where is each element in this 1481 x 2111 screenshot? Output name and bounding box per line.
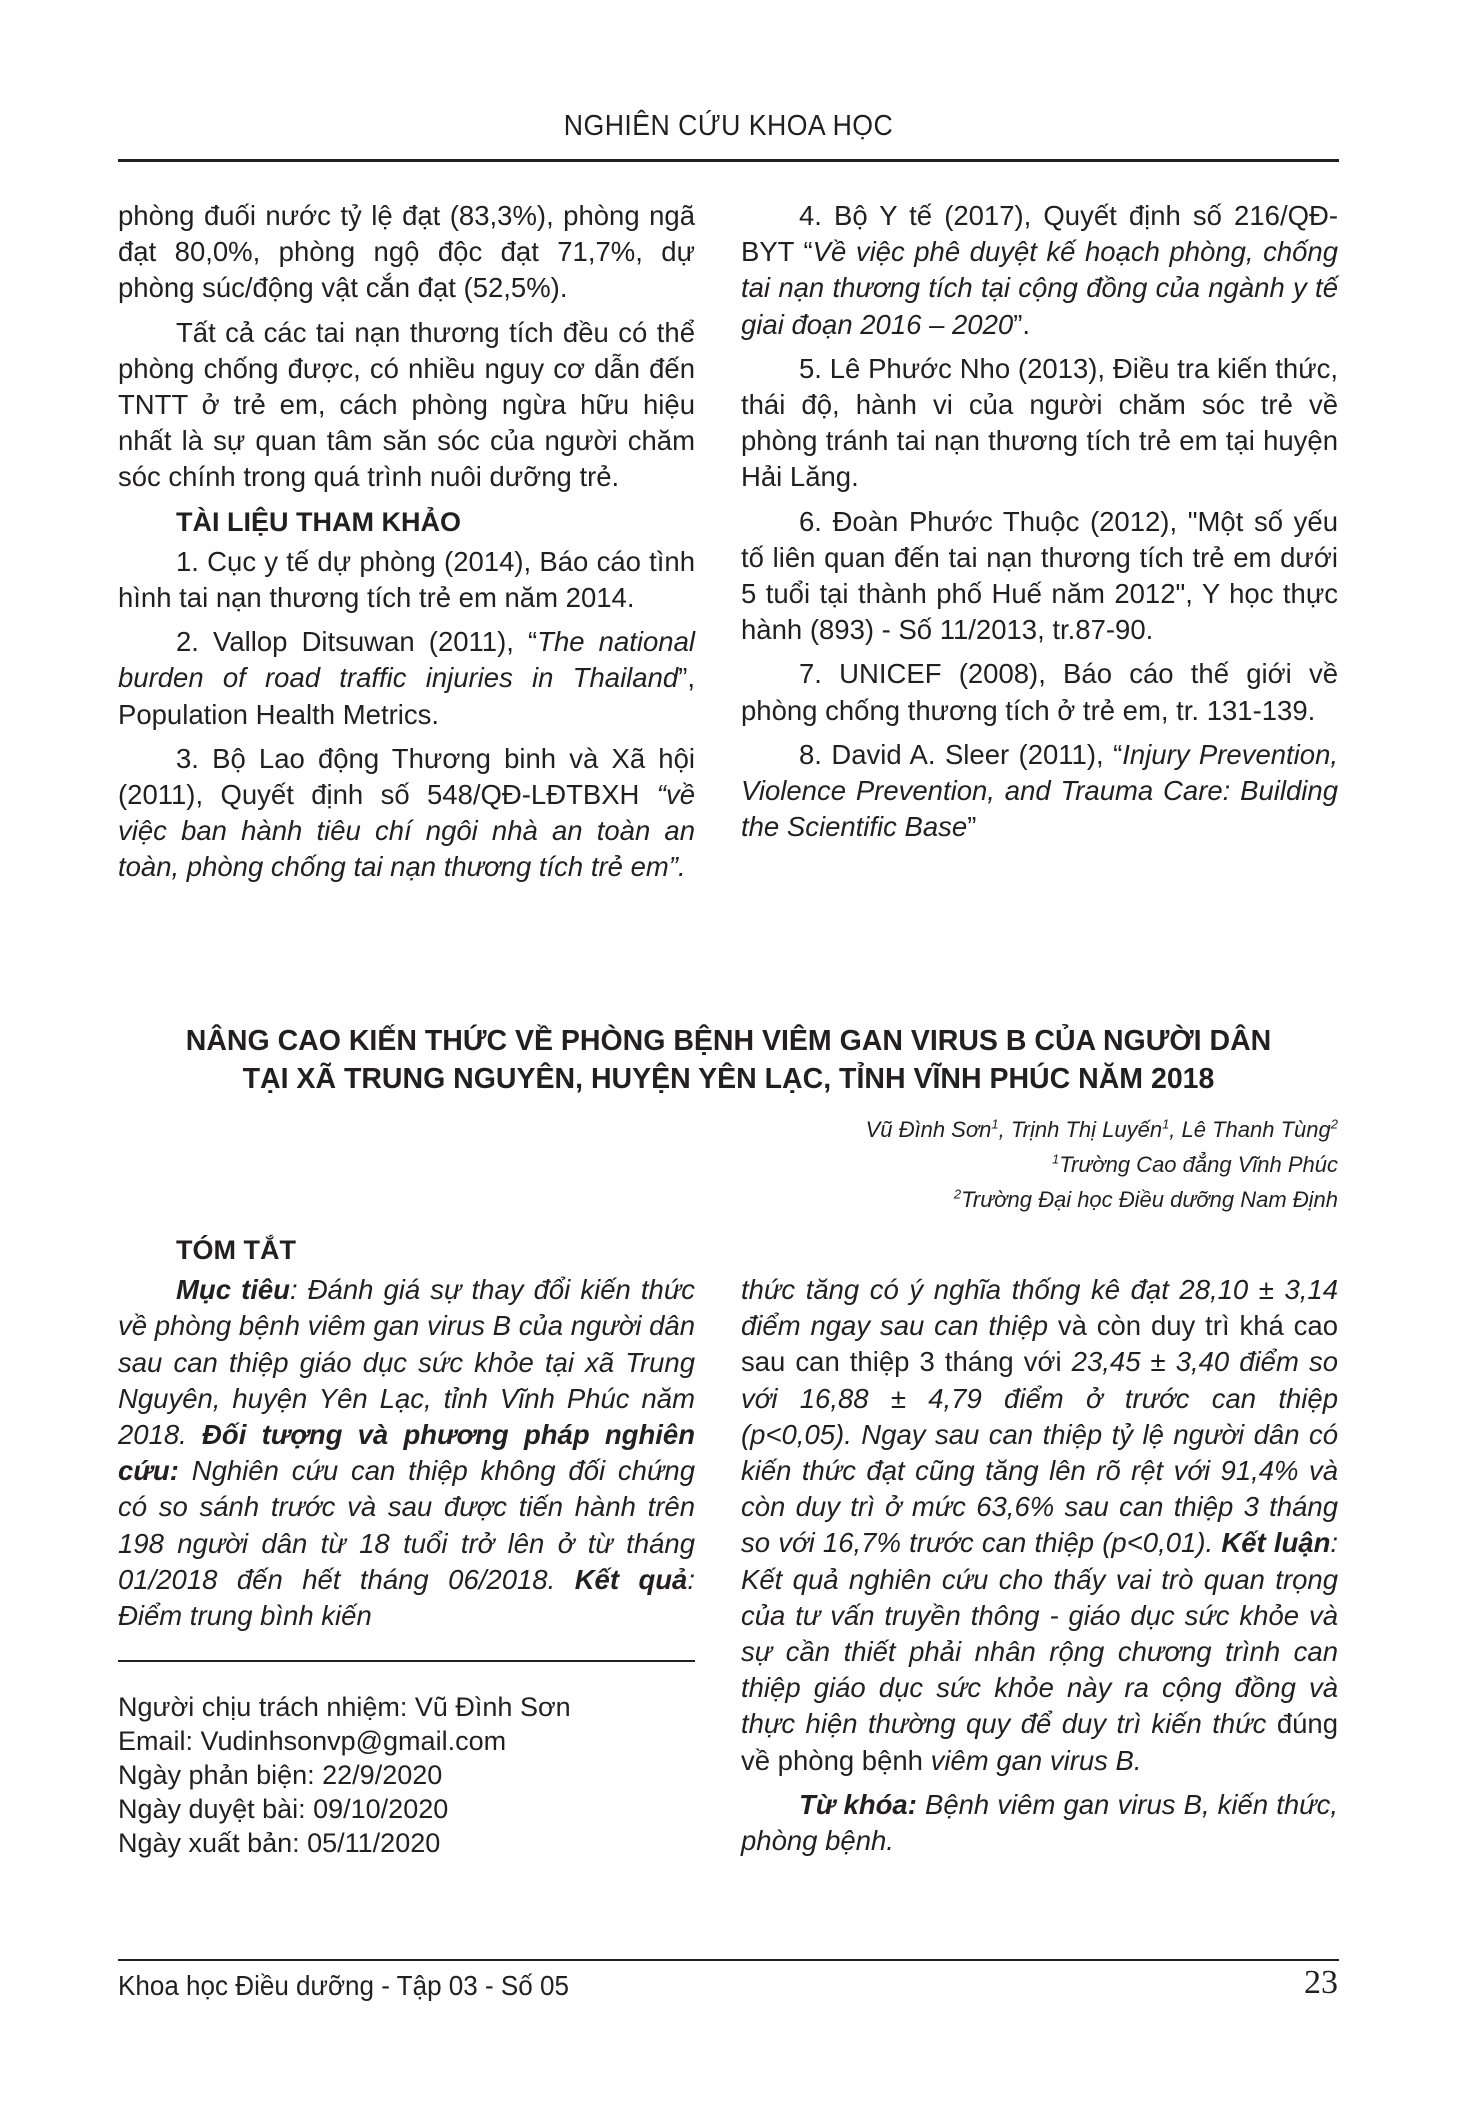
journal-name: Khoa học Điều dưỡng - Tập 03 - Số 05 [118, 1970, 569, 2001]
author-name: Trịnh Thị Luyến [1010, 1117, 1163, 1142]
page-number: 23 [1304, 1964, 1338, 2001]
affiliation-1: $^1$Trường Cao đẳng Vĩnh Phúc [1051, 1151, 1338, 1177]
prev-article-right-column [741, 198, 1338, 845]
keywords: Từ khóa: Bệnh viêm gan virus B, kiến thức, phòng bệnh. [741, 1788, 1338, 1857]
responsible-author: Người chịu trách nhiệm: Vũ Đình Sơn [118, 1692, 571, 1722]
prev-article-left-column [118, 198, 695, 886]
methods-label: Đối tượng và phương pháp nghiên cứu: [118, 1419, 695, 1487]
results-label: Kết quả [574, 1563, 688, 1595]
reference-item-7: 7. UNICEF (2008), Báo cáo thế giới về phòng chống thương tích ở trẻ em, tr. 131-139. [741, 658, 1338, 726]
references-heading: TÀI LIỆU THAM KHẢO [176, 506, 461, 537]
review-date: Ngày phản biện: 22/9/2020 [118, 1760, 443, 1790]
running-header: NGHIÊN CỨU KHOA HỌC [563, 110, 894, 142]
affiliation-2: $^2$Trường Đại học Điều dưỡng Nam Định [953, 1186, 1338, 1212]
abstract-right-column [741, 1272, 1338, 1859]
article-title-line-2: TẠI XÃ TRUNG NGUYÊN, HUYỆN YÊN LẠC, TỈNH VĨNH PHÚC NĂM 2018 [242, 1063, 1215, 1095]
correspondence-rule [118, 1660, 695, 1662]
correspondence-info [118, 1690, 718, 1860]
abstract-heading: TÓM TẮT [176, 1235, 296, 1265]
footer-rule [118, 1959, 1339, 1961]
header-rule [118, 159, 1339, 162]
email: Email: Vudinhsonvp@gmail.com [118, 1726, 507, 1756]
reference-item-6: 6. Đoàn Phước Thuộc (2012), "Một số yếu tố liên quan đến tai nạn thương tích trẻ em dưới 5 tuổi tại thành phố Huế năm 2012", Y học thực hành (893) - Số 11/2013, tr.87-90. [741, 505, 1338, 646]
article-title [118, 1022, 1339, 1098]
paragraph-conclusion: Tất cả các tai nạn thương tích đều có thể phòng chống được, có nhiều nguy cơ dẫn đến TNTT ở trẻ em, cách phòng ngừa hữu hiệu nhất là sự quan tâm săn sóc của người chăm sóc chính trong quá trình nuôi dưỡng trẻ. [118, 316, 695, 493]
reference-item-3: 3. Bộ Lao động Thương binh và Xã hội (2011), Quyết định số 548/QĐ-LĐTBXH “về việc ban hành tiêu chí ngôi nhà an toàn an toàn, phòng chống tai nạn thương tích trẻ em”. [118, 742, 695, 883]
conclusion-label: Kết luận [1221, 1527, 1331, 1559]
reference-item-1: 1. Cục y tế dự phòng (2014), Báo cáo tình hình tai nạn thương tích trẻ em năm 2014. [118, 545, 695, 614]
reference-item-5: 5. Lê Phước Nho (2013), Điều tra kiến thức, thái độ, hành vi của người chăm sóc trẻ về phòng tránh tai nạn thương tích trẻ em tại huyện Hải Lăng. [741, 352, 1338, 493]
abstract-left-column [118, 1232, 695, 1634]
author-name: Lê Thanh Tùng [1181, 1117, 1331, 1142]
objective-label: Mục tiêu [176, 1274, 290, 1306]
reference-item-2: 2. Vallop Ditsuwan (2011), “The national burden of road traffic injuries in Thailand”, Population Health Metrics. [118, 626, 695, 730]
abstract-body-start: Mục tiêu: Đánh giá sự thay đổi kiến thức về phòng bệnh viêm gan virus B của người dân sau can thiệp giáo dục sức khỏe tại xã Trung Nguyên, huyện Yên Lạc, tỉnh Vĩnh Phúc năm 2018. Đối tượng và phương pháp nghiên cứu: Nghiên cứu can thiệp không đối chứng có so sánh trước và sau được tiến hành trên 198 người dân từ 18 tuổi trở lên ở từ tháng 01/2018 đến hết tháng 06/2018. Kết quả: Điểm trung bình kiến [118, 1274, 695, 1632]
keywords-label: Từ khóa: [799, 1788, 917, 1820]
publish-date: Ngày xuất bản: 05/11/2020 [118, 1828, 441, 1858]
abstract-body-continued: thức tăng có ý nghĩa thống kê đạt 28,10 ± 3,14 điểm ngay sau can thiệp và còn duy trì khá cao sau can thiệp 3 tháng với 23,45 ± 3,40 điểm so với 16,88 ± 4,79 điểm ở trước can thiệp (p<0,05). Ngay sau can thiệp tỷ lệ người dân có kiến thức đạt cũng tăng lên rõ rệt với 91,4% và còn duy trì ở mức 63,6% sau can thiệp 3 tháng so với 16,7% trước can thiệp (p<0,01). Kết luận: Kết quả nghiên cứu cho thấy vai trò quan trọng của tư vấn truyền thông - giáo dục sức khỏe và sự cần thiết phải nhân rộng chương trình can thiệp giáo dục sức khỏe này ra cộng đồng và thực hiện thường quy để duy trì kiến thức đúng về phòng bệnh viêm gan virus B. [741, 1274, 1339, 1776]
author-block [740, 1112, 1338, 1217]
author-name: Vũ Đình Sơn [865, 1117, 992, 1142]
article-title-line-1: NÂNG CAO KIẾN THỨC VỀ PHÒNG BỆNH VIÊM GAN VIRUS B CỦA NGƯỜI DÂN [185, 1025, 1272, 1057]
reference-item-4: 4. Bộ Y tế (2017), Quyết định số 216/QĐ-BYT “Về việc phê duyệt kế hoạch phòng, chống tai nạn thương tích tại cộng đồng của ngành y tế giai đoạn 2016 – 2020”. [741, 200, 1338, 340]
reference-item-8: 8. David A. Sleer (2011), “Injury Prevention, Violence Prevention, and Trauma Care: Building the Scientific Base” [741, 738, 1339, 843]
accept-date: Ngày duyệt bài: 09/10/2020 [118, 1794, 449, 1824]
author-list: Vũ Đình Sơn$^1$, Trịnh Thị Luyến$^1$, Lê Thanh Tùng$^2$ [865, 1116, 1338, 1142]
paragraph-results-summary: phòng đuối nước tỷ lệ đạt (83,3%), phòng ngã đạt 80,0%, phòng ngộ độc đạt 71,7%, dự phòng súc/động vật cắn đạt (52,5%). [118, 200, 695, 304]
